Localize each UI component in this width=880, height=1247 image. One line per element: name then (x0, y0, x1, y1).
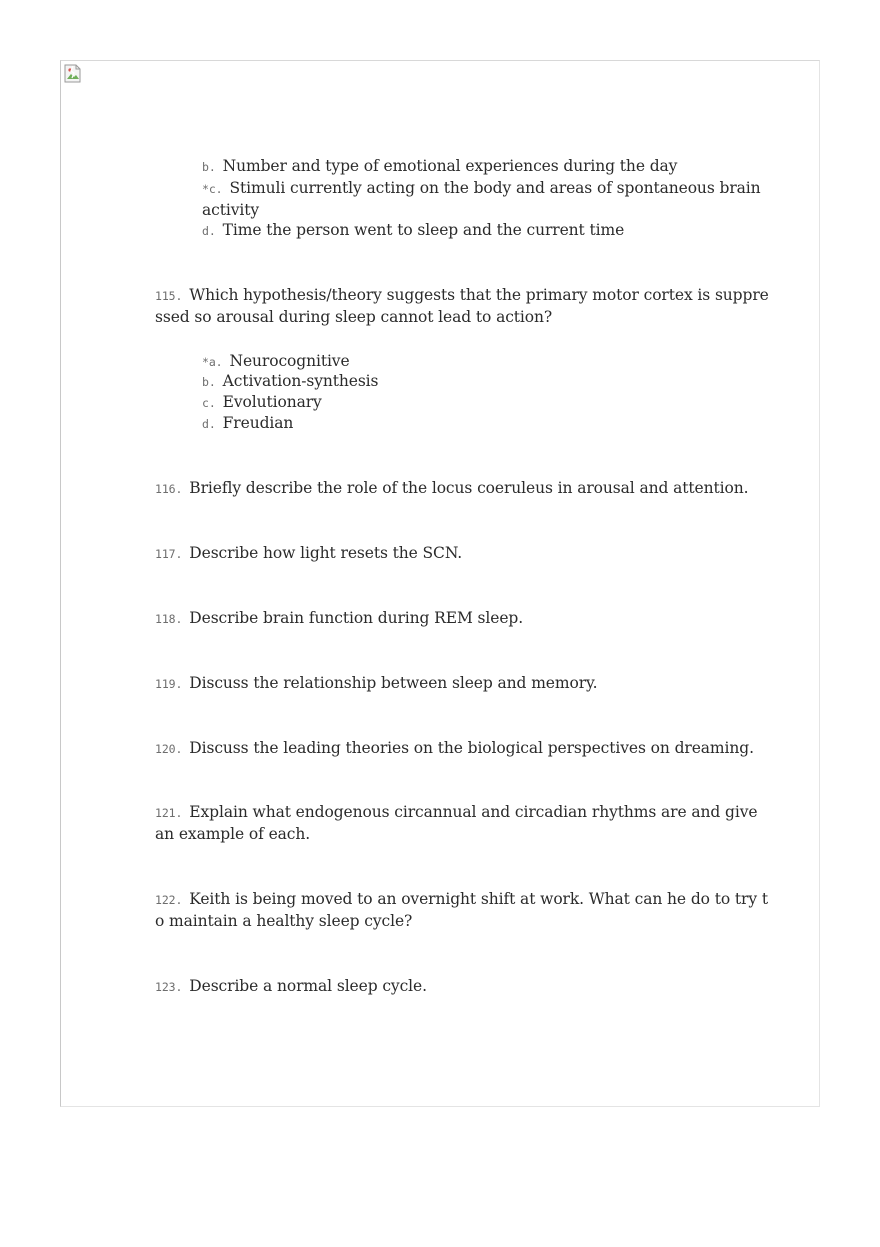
option-marker: b. (202, 375, 216, 389)
broken-image-icon (63, 64, 83, 84)
question-122 (155, 888, 768, 911)
question-123 (155, 975, 427, 998)
option-text: Activation-synthesis (222, 372, 379, 390)
question-text: Explain what endogenous circannual and circadian rhythms are and give (189, 803, 758, 821)
option-marker: b. (202, 160, 216, 174)
question-121-continuation (155, 823, 310, 845)
question-number: 118. (155, 612, 183, 626)
question-122-continuation (155, 910, 412, 932)
question-117 (155, 542, 462, 565)
q115-option-d (202, 412, 293, 435)
option-marker: d. (202, 417, 216, 431)
q115-option-b (202, 370, 378, 393)
q114-option-c-continuation (202, 199, 259, 221)
option-marker: c. (202, 396, 216, 410)
question-text: Discuss the leading theories on the biological perspectives on dreaming. (189, 739, 754, 757)
question-text: ssed so arousal during sleep cannot lead to action? (155, 308, 553, 326)
option-text: Stimuli currently acting on the body and areas of spontaneous brain (229, 179, 761, 197)
question-number: 122. (155, 893, 183, 907)
option-text: Time the person went to sleep and the current time (222, 221, 625, 239)
option-marker: d. (202, 224, 216, 238)
question-text: Keith is being moved to an overnight shift at work. What can he do to try t (189, 890, 768, 908)
option-text: Number and type of emotional experiences during the day (222, 157, 678, 175)
question-text: Briefly describe the role of the locus coeruleus in arousal and attention. (189, 479, 749, 497)
question-number: 120. (155, 742, 183, 756)
document-page (60, 60, 820, 1107)
question-115 (155, 284, 769, 307)
option-text: Evolutionary (222, 393, 322, 411)
question-text: Which hypothesis/theory suggests that the primary motor cortex is suppre (189, 286, 769, 304)
q114-option-d (202, 219, 624, 242)
question-text: Describe a normal sleep cycle. (189, 977, 427, 995)
question-121 (155, 801, 757, 824)
question-number: 116. (155, 482, 183, 496)
question-118 (155, 607, 523, 630)
question-text: o maintain a healthy sleep cycle? (155, 912, 413, 930)
option-marker: *c. (202, 182, 223, 196)
question-number: 117. (155, 547, 183, 561)
question-119 (155, 672, 597, 695)
question-number: 119. (155, 677, 183, 691)
question-115-continuation (155, 306, 552, 328)
option-text: activity (202, 201, 260, 219)
option-text: Neurocognitive (229, 352, 350, 370)
question-text: Discuss the relationship between sleep and memory. (189, 674, 598, 692)
question-text: an example of each. (155, 825, 311, 843)
q115-option-c (202, 391, 322, 414)
question-number: 115. (155, 289, 183, 303)
q114-option-b (202, 155, 677, 178)
option-text: Freudian (222, 414, 294, 432)
question-120 (155, 737, 754, 760)
question-116 (155, 477, 748, 500)
question-text: Describe how light resets the SCN. (189, 544, 463, 562)
option-marker: *a. (202, 355, 223, 369)
q114-option-c (202, 177, 761, 200)
question-number: 121. (155, 806, 183, 820)
question-number: 123. (155, 980, 183, 994)
question-text: Describe brain function during REM sleep. (189, 609, 524, 627)
